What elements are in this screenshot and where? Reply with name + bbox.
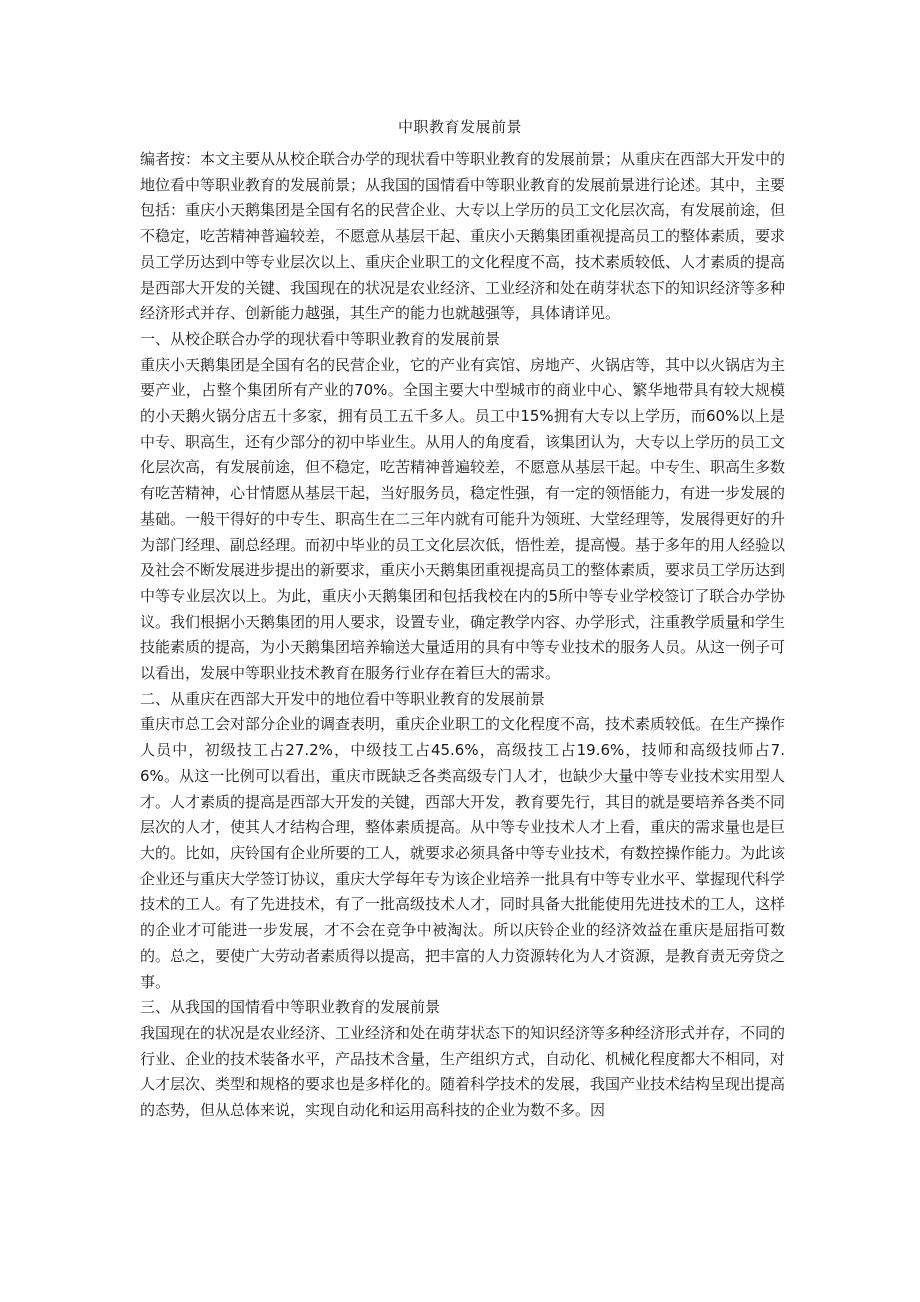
section-heading-2: 二、从重庆在西部大开发中的地位看中等职业教育的发展前景	[140, 689, 546, 708]
document-body	[140, 147, 785, 1124]
section-body-3: 我国现在的状况是农业经济、工业经济和处在萌芽状态下的知识经济等多种经济形式并存，不同的行业、企业的技术装备水平，产品技术含量，生产组织方式，自动化、机械化程度都大不相同，对人才层次、类型和规格的要求也是多样化的。随着科学技术的发展，我国产业技术结构呈现出提高的态势，但从总体来说，实现自动化和运用高科技的企业为数不多。因	[140, 1023, 786, 1120]
section-body-2: 重庆市总工会对部分企业的调查表明，重庆企业职工的文化程度不高，技术素质较低。在生产操作人员中，初级技工占27.2%，中级技工占45.6%，高级技工占19.6%，技师和高级技师占7.6%。从这一比例可以看出，重庆市既缺乏各类高级专门人才，也缺少大量中等专业技术实用型人才。人才素质的提高是西部大开发的关键，西部大开发，教育要先行，其目的就是要培养各类不同层次的人才，使其人才结构合理，整体素质提高。从中等专业技术人才上看，重庆的需求量也是巨大的。比如，庆铃国有企业所要的工人，就要求必须具备中等专业技术，有数控操作能力。为此该企业还与重庆大学签订协议，重庆大学每年专为该企业培养一批具有中等专业水平、掌握现代科学技术的工人。有了先进技术，有了一批高级技术人才，同时具备大批能使用先进技术的工人，这样的企业才可能进一步发展，才不会在竞争中被淘汰。所以庆铃企业的经济效益在重庆是屈指可数的。总之，要使广大劳动者素质得以提高，把丰富的人力资源转化为人才资源，是教育责无旁贷之事。	[140, 715, 786, 991]
section-heading-3: 三、从我国的国情看中等职业教育的发展前景	[140, 998, 441, 1017]
section-body-1: 重庆小天鹅集团是全国有名的民营企业，它的产业有宾馆、房地产、火锅店等，其中以火锅店为主要产业，占整个集团所有产业的70%。全国主要大中型城市的商业中心、繁华地带具有较大规模的小天鹅火锅分店五十多家，拥有员工五千多人。员工中15%拥有大专以上学历，而60%以上是中专、职高生，还有少部分的初中毕业生。从用人的角度看，该集团认为，大专以上学历的员工文化层次高，有发展前途，但不稳定，吃苦精神普遍较差，不愿意从基层干起。中专生、职高生多数有吃苦精神，心甘情愿从基层干起，当好服务员，稳定性强，有一定的领悟能力，有进一步发展的基础。一般干得好的中专生、职高生在二三年内就有可能升为领班、大堂经理等，发展得更好的升为部门经理、副总经理。而初中毕业的员工文化层次低，悟性差，提高慢。基于多年的用人经验以及社会不断发展进步提出的新要求，重庆小天鹅集团重视提高员工的整体素质，要求员工学历达到中等专业层次以上。为此，重庆小天鹅集团和包括我校在内的5所中等专业学校签订了联合办学协议。我们根据小天鹅集团的用人要求，设置专业，确定教学内容、办学形式，注重教学质量和学生技能素质的提高，为小天鹅集团培养输送大量适用的具有中等专业技术的服务人员。从这一例子可以看出，发展中等职业技术教育在服务行业存在着巨大的需求。	[140, 355, 786, 683]
section-heading-1: 一、从校企联合办学的现状看中等职业教育的发展前景	[140, 329, 501, 348]
document-title: 中职教育发展前景	[397, 118, 522, 136]
editor-note-paragraph: 编者按：本文主要从从校企联合办学的现状看中等职业教育的发展前景；从重庆在西部大开发中的地位看中等职业教育的发展前景；从我国的国情看中等职业教育的发展前景进行论述。其中，主要包括：重庆小天鹅集团是全国有名的民营企业、大专以上学历的员工文化层次高，有发展前途，但不稳定，吃苦精神普遍较差，不愿意从基层干起、重庆小天鹅集团重视提高员工的整体素质，要求员工学历达到中等专业层次以上、重庆企业职工的文化程度不高，技术素质较低、人才素质的提高是西部大开发的关键、我国现在的状况是农业经济、工业经济和处在萌芽状态下的知识经济等多种经济形式并存、创新能力越强，其生产的能力也就越强等，具体请详见。	[140, 150, 786, 323]
